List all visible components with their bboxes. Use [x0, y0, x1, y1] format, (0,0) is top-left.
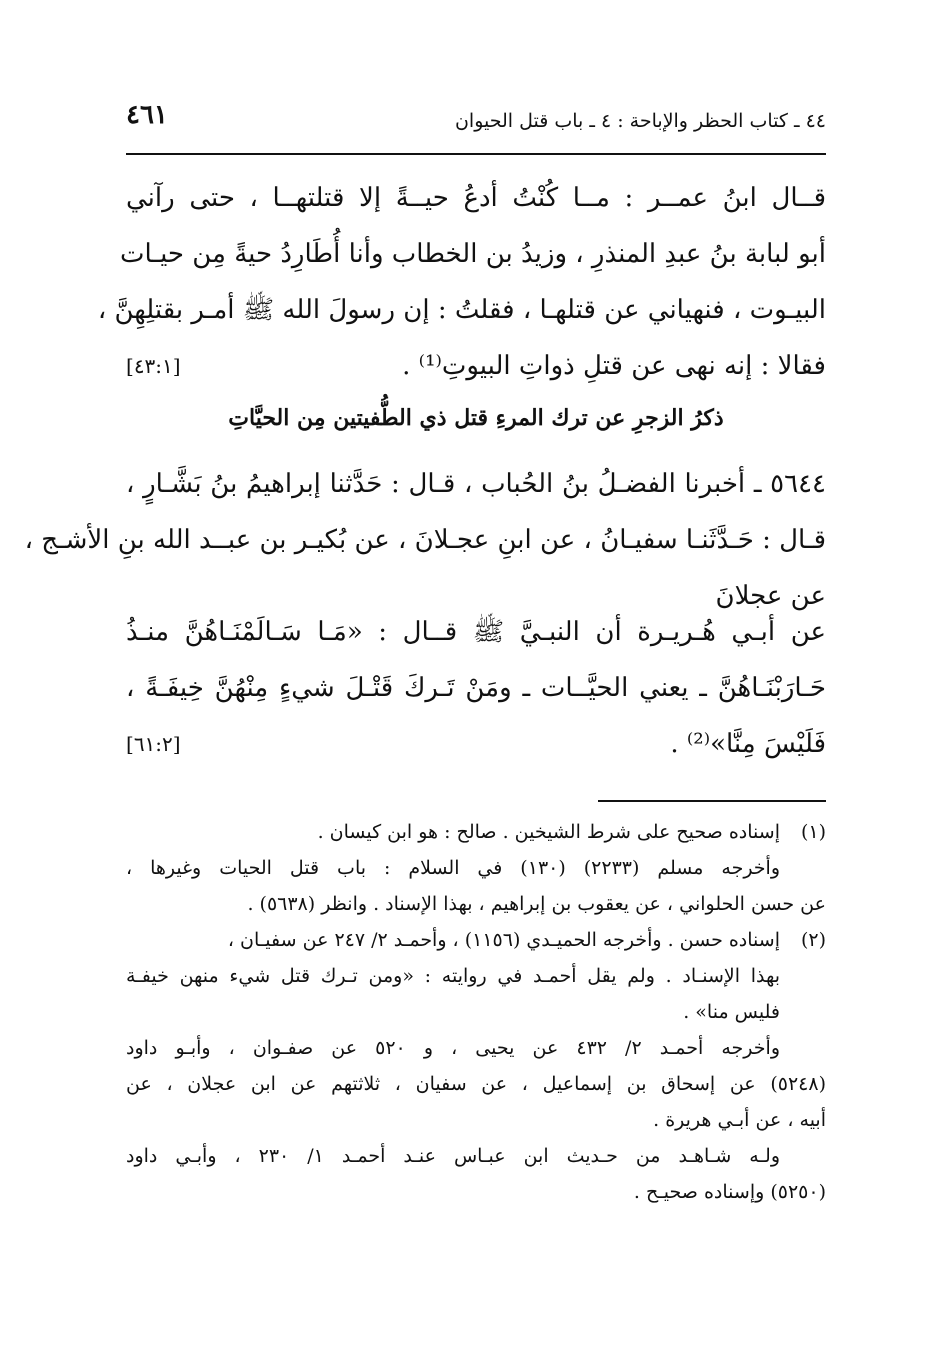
footnotes: [126, 814, 826, 1210]
chapter-title: ٤٤ ـ كتاب الحظر والإباحة : ٤ ـ باب قتل الحيوان: [454, 110, 826, 132]
footnote-line: [126, 814, 826, 850]
text-line: فقالا : إنه نهى عن قتلِ ذواتِ البيوتِ⁽¹⁾ .: [402, 351, 826, 381]
footnote-line: فليس منا» .: [683, 1001, 780, 1023]
text-line-with-ref: [126, 716, 826, 772]
footnote-line: (٥٢٤٨) عن إسحاق بن إسماعيل ، عن سفيان ، ثلاثتهم عن ابن عجلان ، عن: [126, 1073, 826, 1095]
text-line: قـال : حَـدَّثَنـا سفيـانُ ، عن ابنِ عجـلانَ ، عن بُكيـر بن عبــد الله بنِ الأشـج ،: [24, 525, 826, 555]
text-line: قــال ابنُ عمــر : مــا كُنْتُ أدعُ حيــةً إلا قتلتهــا ، حتى رآني: [126, 183, 826, 213]
text-line: عن عجلانَ: [715, 581, 826, 611]
footnote-line: [126, 922, 826, 958]
text-line: أبو لبابة بنُ عبدِ المنذرِ ، وزيدُ بن الخطاب وأنا أُطَارِدُ حيةً مِن حيـات: [120, 239, 826, 269]
footnote-line: أبيه ، عن أبـي هريرة .: [653, 1109, 826, 1131]
running-header: [126, 96, 826, 146]
footnote-text: إسناده حسن . وأخرجه الحميـدي (١١٥٦) ، وأحمـد ٢/ ٢٤٧ عن سفيـان ،: [227, 929, 780, 951]
reference-number: [٦١:٢]: [126, 732, 181, 756]
footnote-line: بهذا الإسنـاد . ولم يقل أحمـد في روايته : «ومن تـرك قتل شيء منهن خيفـة: [126, 965, 780, 987]
footnote-line: ولـه شـاهـد من حـديث ابن عبـاس عنـد أحمـد ١/ ٢٣٠ ، وأبـي داود: [126, 1145, 780, 1167]
text-line: البيـوت ، فنهياني عن قتلهـا ، فقلتُ : إن رسولَ الله ﷺ أمـر بقتلِهِنَّ ،: [97, 295, 826, 325]
paragraph-ibn-umar: [97, 170, 826, 394]
footnote-marker: (٢): [800, 929, 826, 951]
hadith-isnad: [24, 456, 826, 624]
section-heading: ذكرُ الزجرِ عن ترك المرءِ قتل ذي الطُّفيتين مِن الحيَّاتِ: [228, 405, 724, 431]
hadith-matn: [126, 604, 826, 772]
text-line: حَـارَبْنَـاهُنَّ ـ يعني الحيَّــات ـ ومَنْ تَـركَ قَتْـلَ شيءٍ مِنْهُنَّ خِيفَـةً ،: [126, 673, 826, 703]
text-line: فَلَيْسَ مِنَّا»⁽²⁾ .: [670, 729, 826, 759]
footnote-divider: [598, 800, 826, 802]
reference-number: [٤٣:١]: [126, 354, 181, 378]
text-line: ٥٦٤٤ ـ أخبرنا الفضـلُ بنُ الحُباب ، قـال : حَدَّثنا إبراهيمُ بنُ بَشَّـارٍ ،: [126, 469, 826, 499]
footnote-line: وأخرجه أحمـد ٢/ ٤٣٢ عن يحيى ، و ٥٢٠ عن صفـوان ، وأبـو داود: [126, 1037, 780, 1059]
footnote-marker: (١): [800, 821, 826, 843]
page-number: ٤٦١: [126, 100, 168, 130]
header-divider: [126, 153, 826, 155]
footnote-text: إسناده صحيح على شرط الشيخين . صالح : هو ابن كيسان .: [317, 821, 780, 843]
text-line-with-ref: [126, 338, 826, 394]
footnote-line: عن حسن الحلواني ، عن يعقوب بن إبراهيم ، بهذا الإسناد . وانظر (٥٦٣٨) .: [247, 893, 826, 915]
footnote-line: وأخرجه مسلم (٢٢٣٣) (١٣٠) في السلام : باب قتل الحيات وغيرها ،: [126, 857, 780, 879]
text-line: عن أبـي هُـريـرة أن النبـيَّ ﷺ قــال : «مَـا سَـالَمْنَـاهُنَّ منـذُ: [126, 617, 826, 647]
footnote-line: (٥٢٥٠) وإسناده صحيـح .: [633, 1181, 826, 1203]
